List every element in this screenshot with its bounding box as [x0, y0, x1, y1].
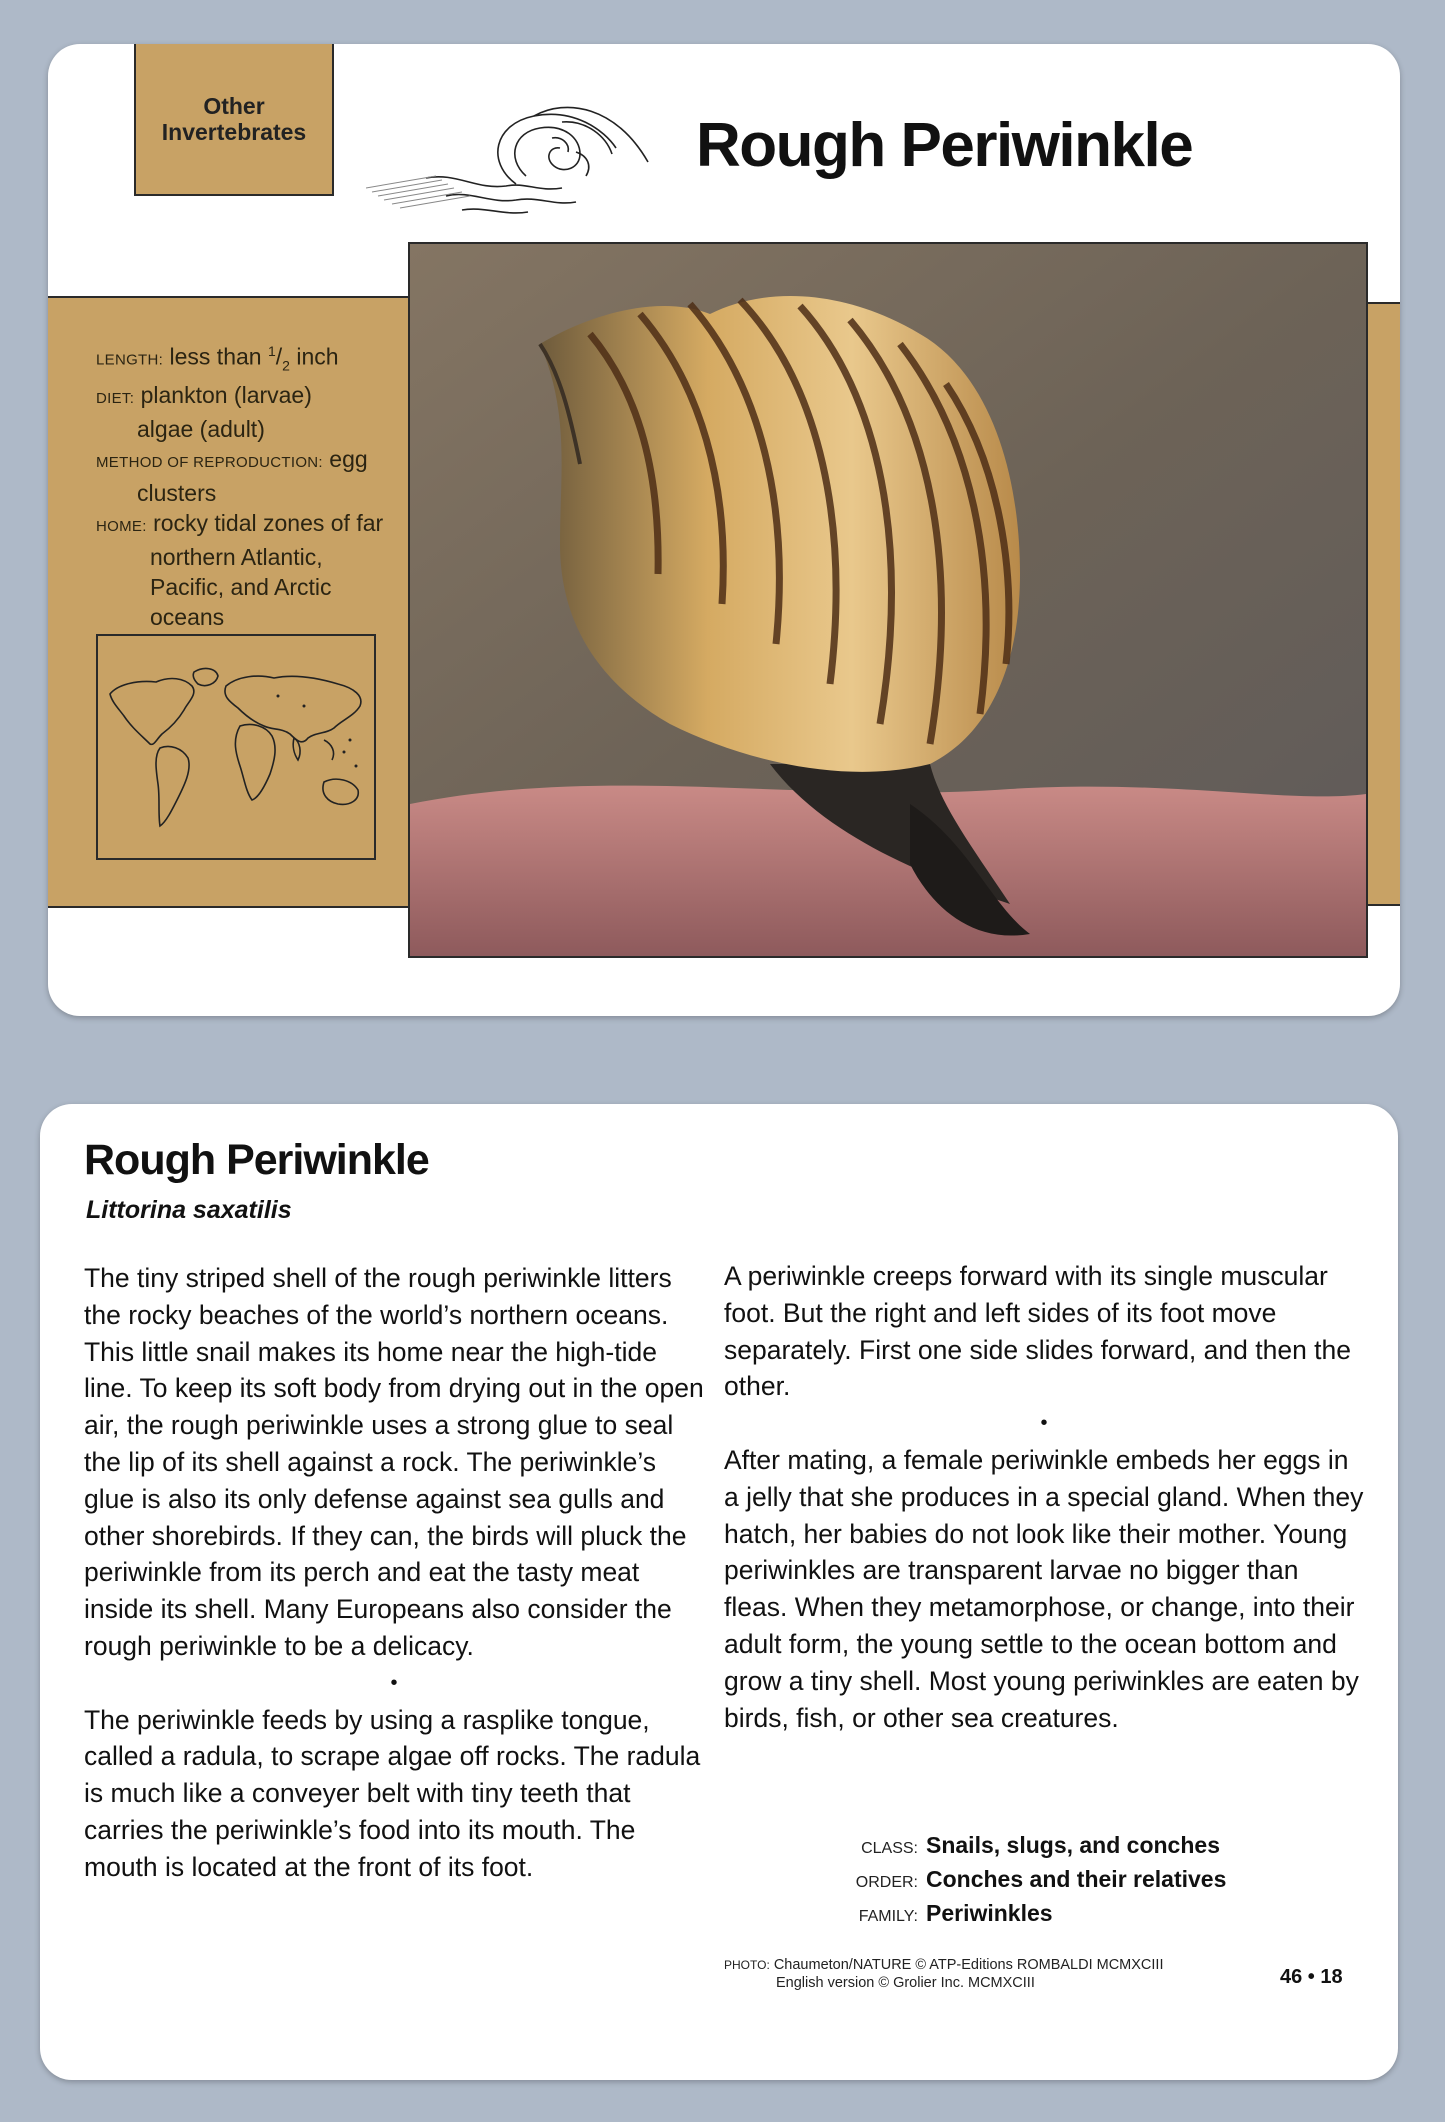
bullet-separator: • [1040, 1412, 1048, 1435]
classification [846, 1830, 1226, 1932]
class-value: Snails, slugs, and conches [926, 1832, 1220, 1858]
fact-length: LENGTH: less than $^1/_2$ inch [96, 343, 339, 374]
paragraph-1: The tiny striped shell of the rough periwinkle litters the rocky beaches of the world’s northern oceans. This little snail makes its home near the high-tide line. To keep its soft body from drying out in the open air, the rough periwinkle uses a strong glue to seal the lip of its shell against a rock. The periwinkle’s glue is also its only defense against sea gulls and other shorebirds. If they can, the birds will pluck the periwinkle from its perch and eat the tasty meat inside its shell. Many Europeans also consider the rough periwinkle to be a delicacy. [84, 1263, 704, 1661]
category-line-2: Invertebrates [161, 119, 307, 145]
home-label: HOME: [96, 518, 147, 536]
paragraph-3: A periwinkle creeps forward with its single muscular foot. But the right and left sides of its foot move separately. First one side slides forward, and then the other. [724, 1261, 1352, 1402]
side-band [1364, 302, 1400, 906]
order-value: Conches and their relatives [926, 1866, 1227, 1892]
paragraph-4: After mating, a female periwinkle embeds her eggs in a jelly that she produces in a special gland. When they hatch, her babies do not look like their mother. Young periwinkles are transparent larvae no bigger than fleas. When they metamorphose, or change, into their adult form, the young settle to the ocean bottom and grow a tiny shell. Most young periwinkles are eaten by birds, fish, or other sea creatures. [724, 1444, 1364, 1733]
front-card [48, 44, 1400, 1016]
right-column [724, 1258, 1364, 1736]
class-row [846, 1830, 1226, 1864]
length-suffix: inch [289, 343, 339, 370]
fact-home [96, 508, 396, 542]
scientific-name: Littorina saxatilis [86, 1196, 292, 1224]
home-line-3: Pacific, and Arctic [150, 574, 332, 601]
credit-line-2: English version © Grolier Inc. MCMXCIII [776, 1975, 1035, 1991]
family-row [846, 1898, 1226, 1932]
diet-line-1: plankton (larvae) [140, 382, 312, 409]
method-value-1: egg [329, 446, 368, 473]
method-value-2: clusters [137, 480, 217, 507]
category-label [134, 44, 334, 196]
class-label: CLASS: [861, 1840, 918, 1857]
facts-list [96, 336, 396, 632]
back-card [40, 1104, 1398, 2080]
left-column [84, 1260, 704, 1886]
world-map-icon [98, 636, 374, 858]
length-label: LENGTH: [96, 351, 164, 369]
category-line-1: Other [203, 93, 265, 119]
fact-method [96, 444, 396, 478]
snail-shell-photo [408, 242, 1368, 958]
family-value: Periwinkles [926, 1900, 1053, 1926]
length-frac-den: 2 [282, 357, 290, 374]
home-line-4: oceans [150, 604, 225, 631]
paragraph-2: The periwinkle feeds by using a rasplike tongue, called a radula, to scrape algae off rocks. The radula is much like a conveyer belt with tiny teeth that carries the periwinkle’s food into its mouth. The mouth is located at the front of its foot. [84, 1704, 701, 1882]
photo-illustration [410, 244, 1366, 956]
order-label: ORDER: [855, 1874, 918, 1891]
length-prefix: less than [169, 343, 268, 370]
home-line-2: northern Atlantic, [150, 544, 323, 571]
card-number: 46 • 18 [1280, 1966, 1343, 1988]
family-label: FAMILY: [858, 1908, 918, 1925]
method-label: METHOD OF REPRODUCTION: [96, 454, 323, 472]
length-frac-num: 1 [267, 343, 276, 359]
fact-diet [96, 380, 396, 414]
home-line-1: rocky tidal zones of far [153, 510, 384, 537]
photo-credits [724, 1956, 1164, 1992]
photo-label: PHOTO: [724, 1958, 770, 1972]
order-row [846, 1864, 1226, 1898]
diet-label: DIET: [96, 390, 135, 408]
wave-icon [366, 92, 686, 220]
front-title: Rough Periwinkle [696, 111, 1193, 180]
bullet-separator: • [390, 1671, 398, 1694]
back-title: Rough Periwinkle [84, 1136, 429, 1184]
credit-line-1: Chaumeton/NATURE © ATP-Editions ROMBALDI MCMXCIII [773, 1957, 1164, 1973]
range-map [96, 634, 376, 860]
diet-line-2: algae (adult) [137, 416, 265, 443]
